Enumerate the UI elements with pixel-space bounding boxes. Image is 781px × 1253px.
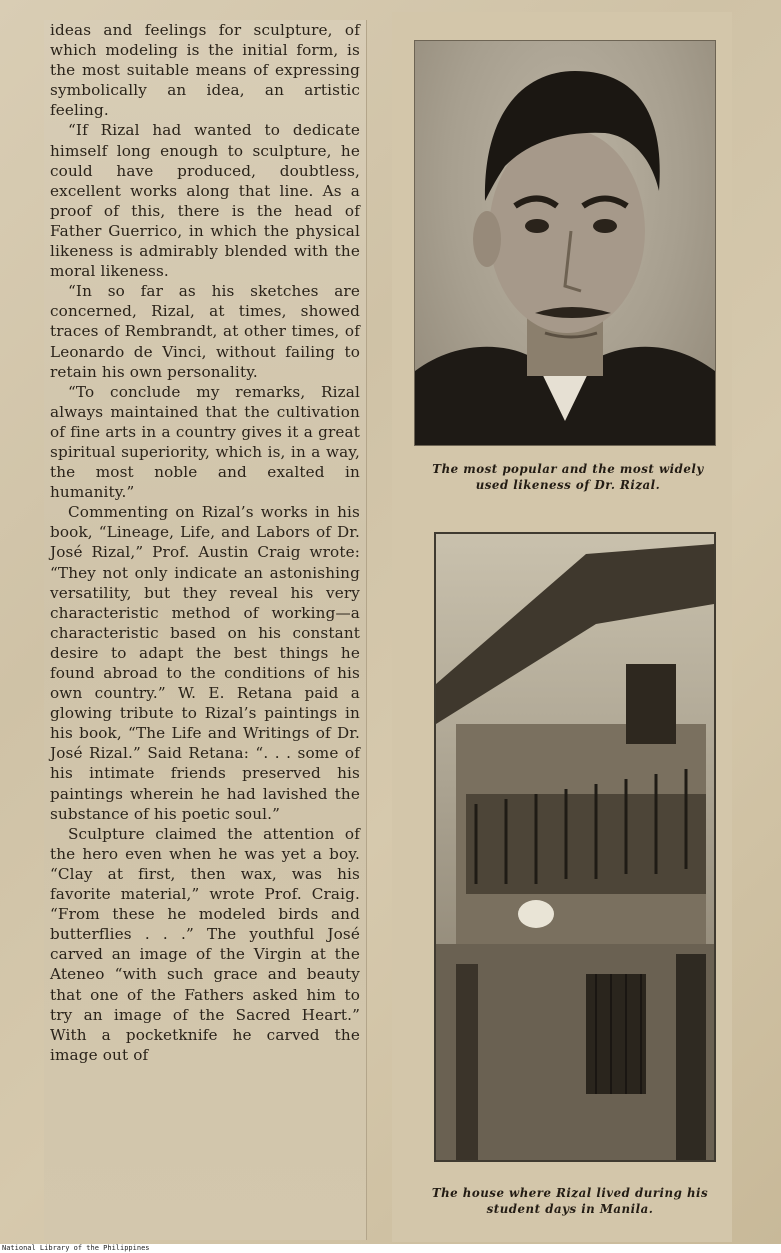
footer-bar <box>0 1244 781 1253</box>
article-text <box>50 20 360 1065</box>
article-paragraph: “In so far as his sketches are concerned, Rizal, at times, showed traces of Rembrandt, at other times, of Leonardo de Vinci, without failing to retain his own personality. <box>50 282 360 381</box>
house-caption: The house where Rizal lived during his student days in Manila. <box>431 1186 709 1216</box>
rizal-portrait-illustration <box>415 41 715 445</box>
article-paragraph: Sculpture claimed the attention of the hero even when he was yet a boy. “Clay at first, then wax, was his favorite material,” wrote Prof. Craig. “From these he modeled birds and butterflies . . .” The youthful José carved an image of the Virgin at the Ateneo “with such grace and beauty that one of the Fathers asked him to try an image of the Sacred Heart.” With a pocketknife he carved the image out of <box>50 824 360 1064</box>
rizal-portrait-photo <box>414 40 716 446</box>
article-paragraph: ideas and feelings for sculpture, of which modeling is the initial form, is the most suitable means of expressing symbolically an idea, an artistic feeling. <box>50 21 360 120</box>
article-paragraph: “To conclude my remarks, Rizal always maintained that the cultivation of fine arts in a country gives it a great spiritual superiority, which is, in a way, the most noble and exalted in humanity.” <box>50 382 360 502</box>
rizal-house-photo <box>434 532 716 1162</box>
portrait-caption: The most popular and the most widely used likeness of Dr. Rizal. <box>432 462 704 492</box>
footer-credit: National Library of the Philippines <box>2 1244 150 1252</box>
house-illustration <box>436 534 714 1160</box>
article-paragraph: “If Rizal had wanted to dedicate himself long enough to sculpture, he could have produced, doubtless, excellent works along that line. As a proof of this, there is the head of Father Guerrico, in which the physical likeness is admirably blended with the moral likeness. <box>50 121 360 281</box>
article-paragraph: Commenting on Rizal’s works in his book, “Lineage, Life, and Labors of Dr. José Rizal,” Prof. Austin Craig wrote: “They not only indicate an astonishing versatility, but they reveal his very characteristic method of working—a characteristic based on his constant desire to adapt the best things he found abroad to the conditions of his own country.” W. E. Retana paid a glowing tribute to Rizal’s paintings in his book, “The Life and Writings of Dr. José Rizal.” Said Retana: “. . . some of his intimate friends preserved his paintings wherein he had lavished the substance of his poetic soul.” <box>50 503 360 823</box>
